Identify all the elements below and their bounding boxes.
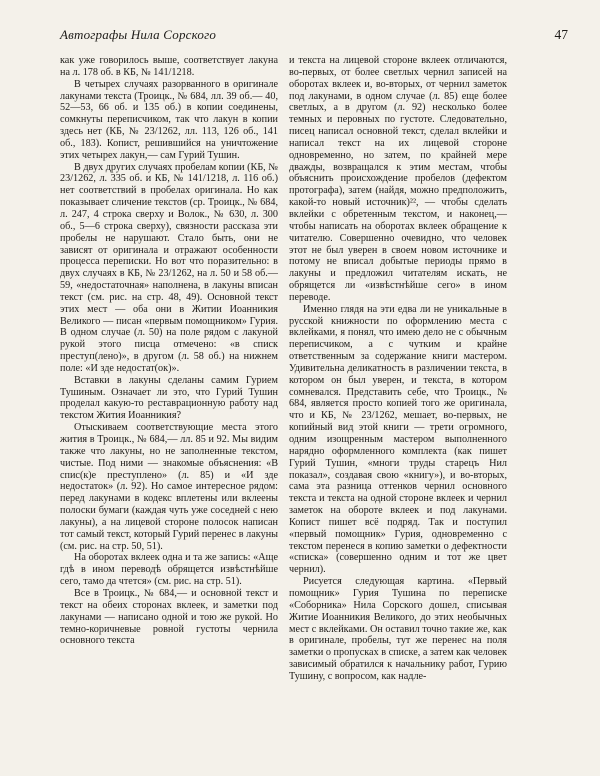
paragraph: На оборотах вклеек одна и та же запись: «Аще гдѣ в ином переводѣ обрящется извѣстнѣйше сего, тамо да чтется» (см. рис. на стр. 51). (60, 552, 278, 588)
paragraph: Отыскиваем соответствующие места этого жития в Троицк., № 684,— лл. 85 и 92. Мы видим также что лакуны, но не заполненные текстом, чистые. Под ними — знакомые объяснения: «В спис(к)е преступлено» (л. 85) и «И зде недостаток» (л. 92). Но самое интересное рядом: перед лакунами в кодекс вплетены или вклеены полоски бумаги (каждая чуть уже соседней с нею лакуны), а на лицевой стороне полосок написан тот самый текст, который Гурий перенес в лакуны (см. рис. на стр. 50, 51). (60, 422, 278, 552)
paragraph: как уже говорилось выше, соответствует лакуна на л. 178 об. в КБ, № 141/1218. (60, 55, 278, 78)
running-title: Автографы Нила Сорского (60, 27, 217, 42)
paragraph: и текста на лицевой стороне вклеек отличаются, во-первых, от более светлых чернил записей на оборотах вклеек и, во-вторых, от чернил заметок под лакунами, в одном случае (л. 85) еще более светлых, а в другом (л. 92) несколько более темных и перовных по густоте. Следовательно, писец написал основной текст, сделал вклейки и написал текст на их лицевой стороне одновременно, но затем, по крайней мере дважды, возвращался к этим местам, чтобы объяснить происхождение пробелов (дефектом протографа), затем (найдя, можно предположить, какой-то новый источник)²², — чтобы сделать вклейки с обретенным текстом, и наконец,— чтобы написать на оборотах вклеек обращение к читателю. Совершенно очевидно, что человек этот не был уверен в своем новом источнике и потому не вписал добытые периоды прямо в лакуны и предложил читателям искать, не обрящется ли «извѣстнѣйше сего» в ином переводе. (289, 55, 507, 303)
paragraph: В четырех случаях разорванного в оригинале лакунами текста (Троицк., № 684, лл. 39 об.— 40, 52—53, 66 об. и 135 об.) в копии соединены, сомкнуты переписчиком, так что лакун в копии здесь нет (КБ, № 23/1262, лл. 113, 126 об., 141 об., 183). Копист, решившийся на уничтожение этих четырех лакун,— сам Гурий Тушин. (60, 78, 278, 161)
paragraph: В двух других случаях пробелам копии (КБ, № 23/1262, л. 335 об. и КБ, № 141/1218, л. 116 об.) нет соответствий в пробелах оригинала. Но как показывает сличение текстов (ср. Троицк., № 684, л. 247, 4 строка сверху и Волок., № 630, л. 300 об., 5—6 строка сверху), связности рассказа эти пробелы не нарушают. Стало быть, они не зависят от оригинала и отражают особенности процесса переписки. Но вот что поразительно: в двух случаях в КБ, № 23/1262, на л. 50 и 58 об.— 59, «недостаточная» наполнена, в лакуны вписан текст (см. рис. на стр. 48, 49). Основной текст этих мест — оба они в Житии Иоанникия Великого — писан «первым помощником» Гурия. В одном случае (л. 50) на поле рядом с лакуной рукой этого писца отмечено: «в списк преступ(лено)», в другом (л. 58 об.) на нижнем поле: «И зде недостат(ок)». (60, 161, 278, 374)
paragraph: Рисуется следующая картина. «Первый помощник» Гурия Тушина по переписке «Соборника» Нила Сорского дошел, списывая Житие Иоанникия Великого, до этих необычных мест с вклейками. Он оставил точно такие же, как в оригинале, пробелы, тут же перенес на поля заметки о пропусках в списке, а затем как человек зависимый обратился к начальнику работ, Гурию Тушину, с вопросом, как надле- (289, 576, 508, 682)
text-column-left (60, 55, 278, 647)
text-column-right (289, 55, 507, 683)
page-header (60, 27, 568, 47)
paragraph: Все в Троицк., № 684,— и основной текст и текст на обеих сторонах вклеек, и заметки под лакунами — написано одной и тою же рукой. Но темно-коричневые ровной густоты чернила основного текста (60, 587, 278, 647)
paragraph: Именно глядя на эти едва ли не уникальные в русской книжности по оформлению места с вклейками, я понял, что имею дело не с обычным переписчиком, а с чутким и крайне ответственным за содержание книги мастером. Удивительна деликатность в различении текста, в котором он был уверен, и текста, в котором сомневался. Представить себе, что Троицк., № 684, является просто копией того же оригинала, что и КБ, № 23/1262, мешает, во-первых, не копийный вид этой книги — трети огромного, одним изощренным мастером выполненного нарядно оформленного комплекта (как пишет Гурий Тушин, «многи труды старецъ Нил показал», создавая свою «книгу»), и во-вторых, сама эта разница оттенков чернил основного текста и текста на одной стороне вклеек и чернил заметок на обороте вклеек и под лакунами. Копист пишет всё подряд. Так и поступил «первый помощник» Гурия, одновременно с текстом перенеся в копию заметки о дефектности «списка» (совершенно одним и тот же цвет чернил). (289, 303, 507, 576)
page-number: 47 (554, 27, 568, 42)
paragraph: Вставки в лакуны сделаны самим Гурием Тушиным. Означает ли это, что Гурий Тушин проделал какую-то реставрационную работу над текстом Жития Иоанникия? (60, 374, 278, 422)
